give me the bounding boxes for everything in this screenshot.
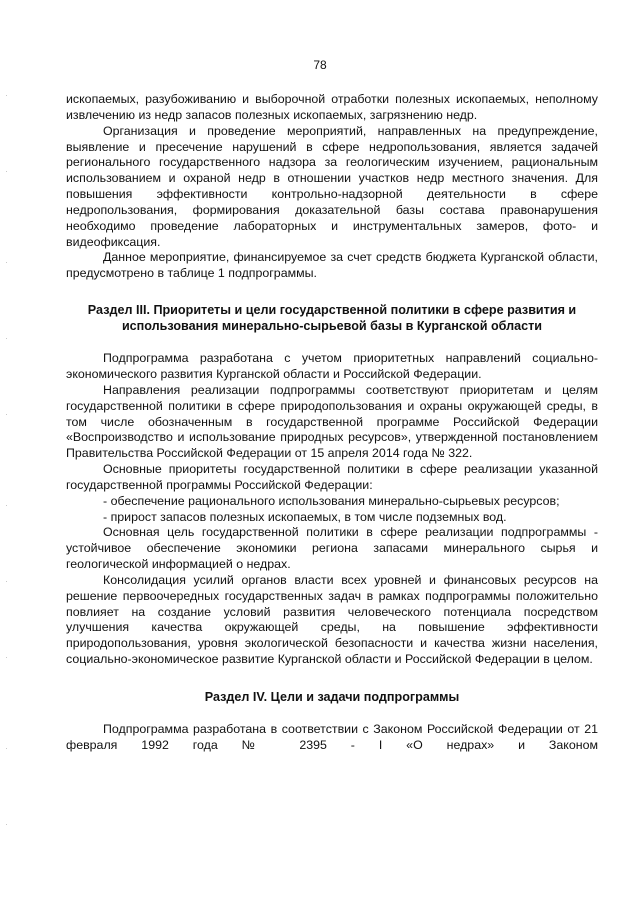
paragraph-continuation: ископаемых, разубоживанию и выборочной отработки полезных ископаемых, неполному извлечению из недр запасов полезных ископаемых, загрязнению недр. xyxy=(66,92,598,122)
paragraph-subprogram-developed: Подпрограмма разработана с учетом приоритетных направлений социально-экономического развития Курганской области и Российской Федерации. xyxy=(66,351,598,381)
paragraph-supervision-measures: Организация и проведение мероприятий, направленных на предупреждение, выявление и пресечение нарушений в сфере недропользования, является задачей регионального государственного надзора за геологическим изучением, рациональным использованием и охраной недр в отношении участков недр местного значения. Для повышения эффективности контрольно-надзорной деятельности в сфере недропользования, формирования доказательной базы состава правонарушения необходимо проведение лабораторных и инструментальных замеров, фото- и видеофиксация. xyxy=(66,123,598,249)
document-body xyxy=(66,92,598,754)
paragraph-law-reference: Подпрограмма разработана в соответствии с Законом Российской Федерации от 21 февраля 1992 года № 2395 - I «О недрах» и Законом xyxy=(66,722,598,752)
paragraph-funding-note: Данное мероприятие, финансируемое за счет средств бюджета Курганской области, предусмотрено в таблице 1 подпрограммы. xyxy=(66,250,598,281)
paragraph-implementation-directions: Направления реализации подпрограммы соответствуют приоритетам и целям государственной политики в сфере природопользования и охраны окружающей среды, в том числе обозначенным в государственной программе Российской Федерации «Воспроизводство и использование природных ресурсов», утвержденной постановлением Правительства Российской Федерации от 15 апреля 2014 года № 322. xyxy=(66,382,598,461)
paragraph-consolidation: Консолидация усилий органов власти всех уровней и финансовых ресурсов на решение первоочередных государственных задач в рамках подпрограммы положительно повлияет на создание условий развития человеческого потенциала посредством улучшения качества окружающей среды, на повышение эффективности природопользования, уровня экологической безопасности и качества жизни населения, социально-экономическое развитие Курганской области и Российской Федерации в целом. xyxy=(66,572,598,667)
section-heading-3: Раздел III. Приоритеты и цели государственной политики в сфере развития и использования минерально-сырьевой базы в Курганской области xyxy=(87,303,577,334)
list-item-reserves-growth: - прирост запасов полезных ископаемых, в том числе подземных вод. xyxy=(103,509,507,524)
section-heading-4: Раздел IV. Цели и задачи подпрограммы xyxy=(204,690,460,704)
paragraph-main-priorities: Основные приоритеты государственной политики в сфере реализации указанной государственной программы Российской Федерации: xyxy=(66,462,598,492)
paragraph-main-goal: Основная цель государственной политики в сфере реализации подпрограммы - устойчивое обеспечение экономики региона запасами минерального сырья и геологической информацией о недрах. xyxy=(66,525,598,572)
scan-margin-marks xyxy=(6,0,8,905)
list-item-rational-use: - обеспечение рационального использования минерально-сырьевых ресурсов; xyxy=(103,493,560,508)
page-number: 78 xyxy=(313,58,327,72)
